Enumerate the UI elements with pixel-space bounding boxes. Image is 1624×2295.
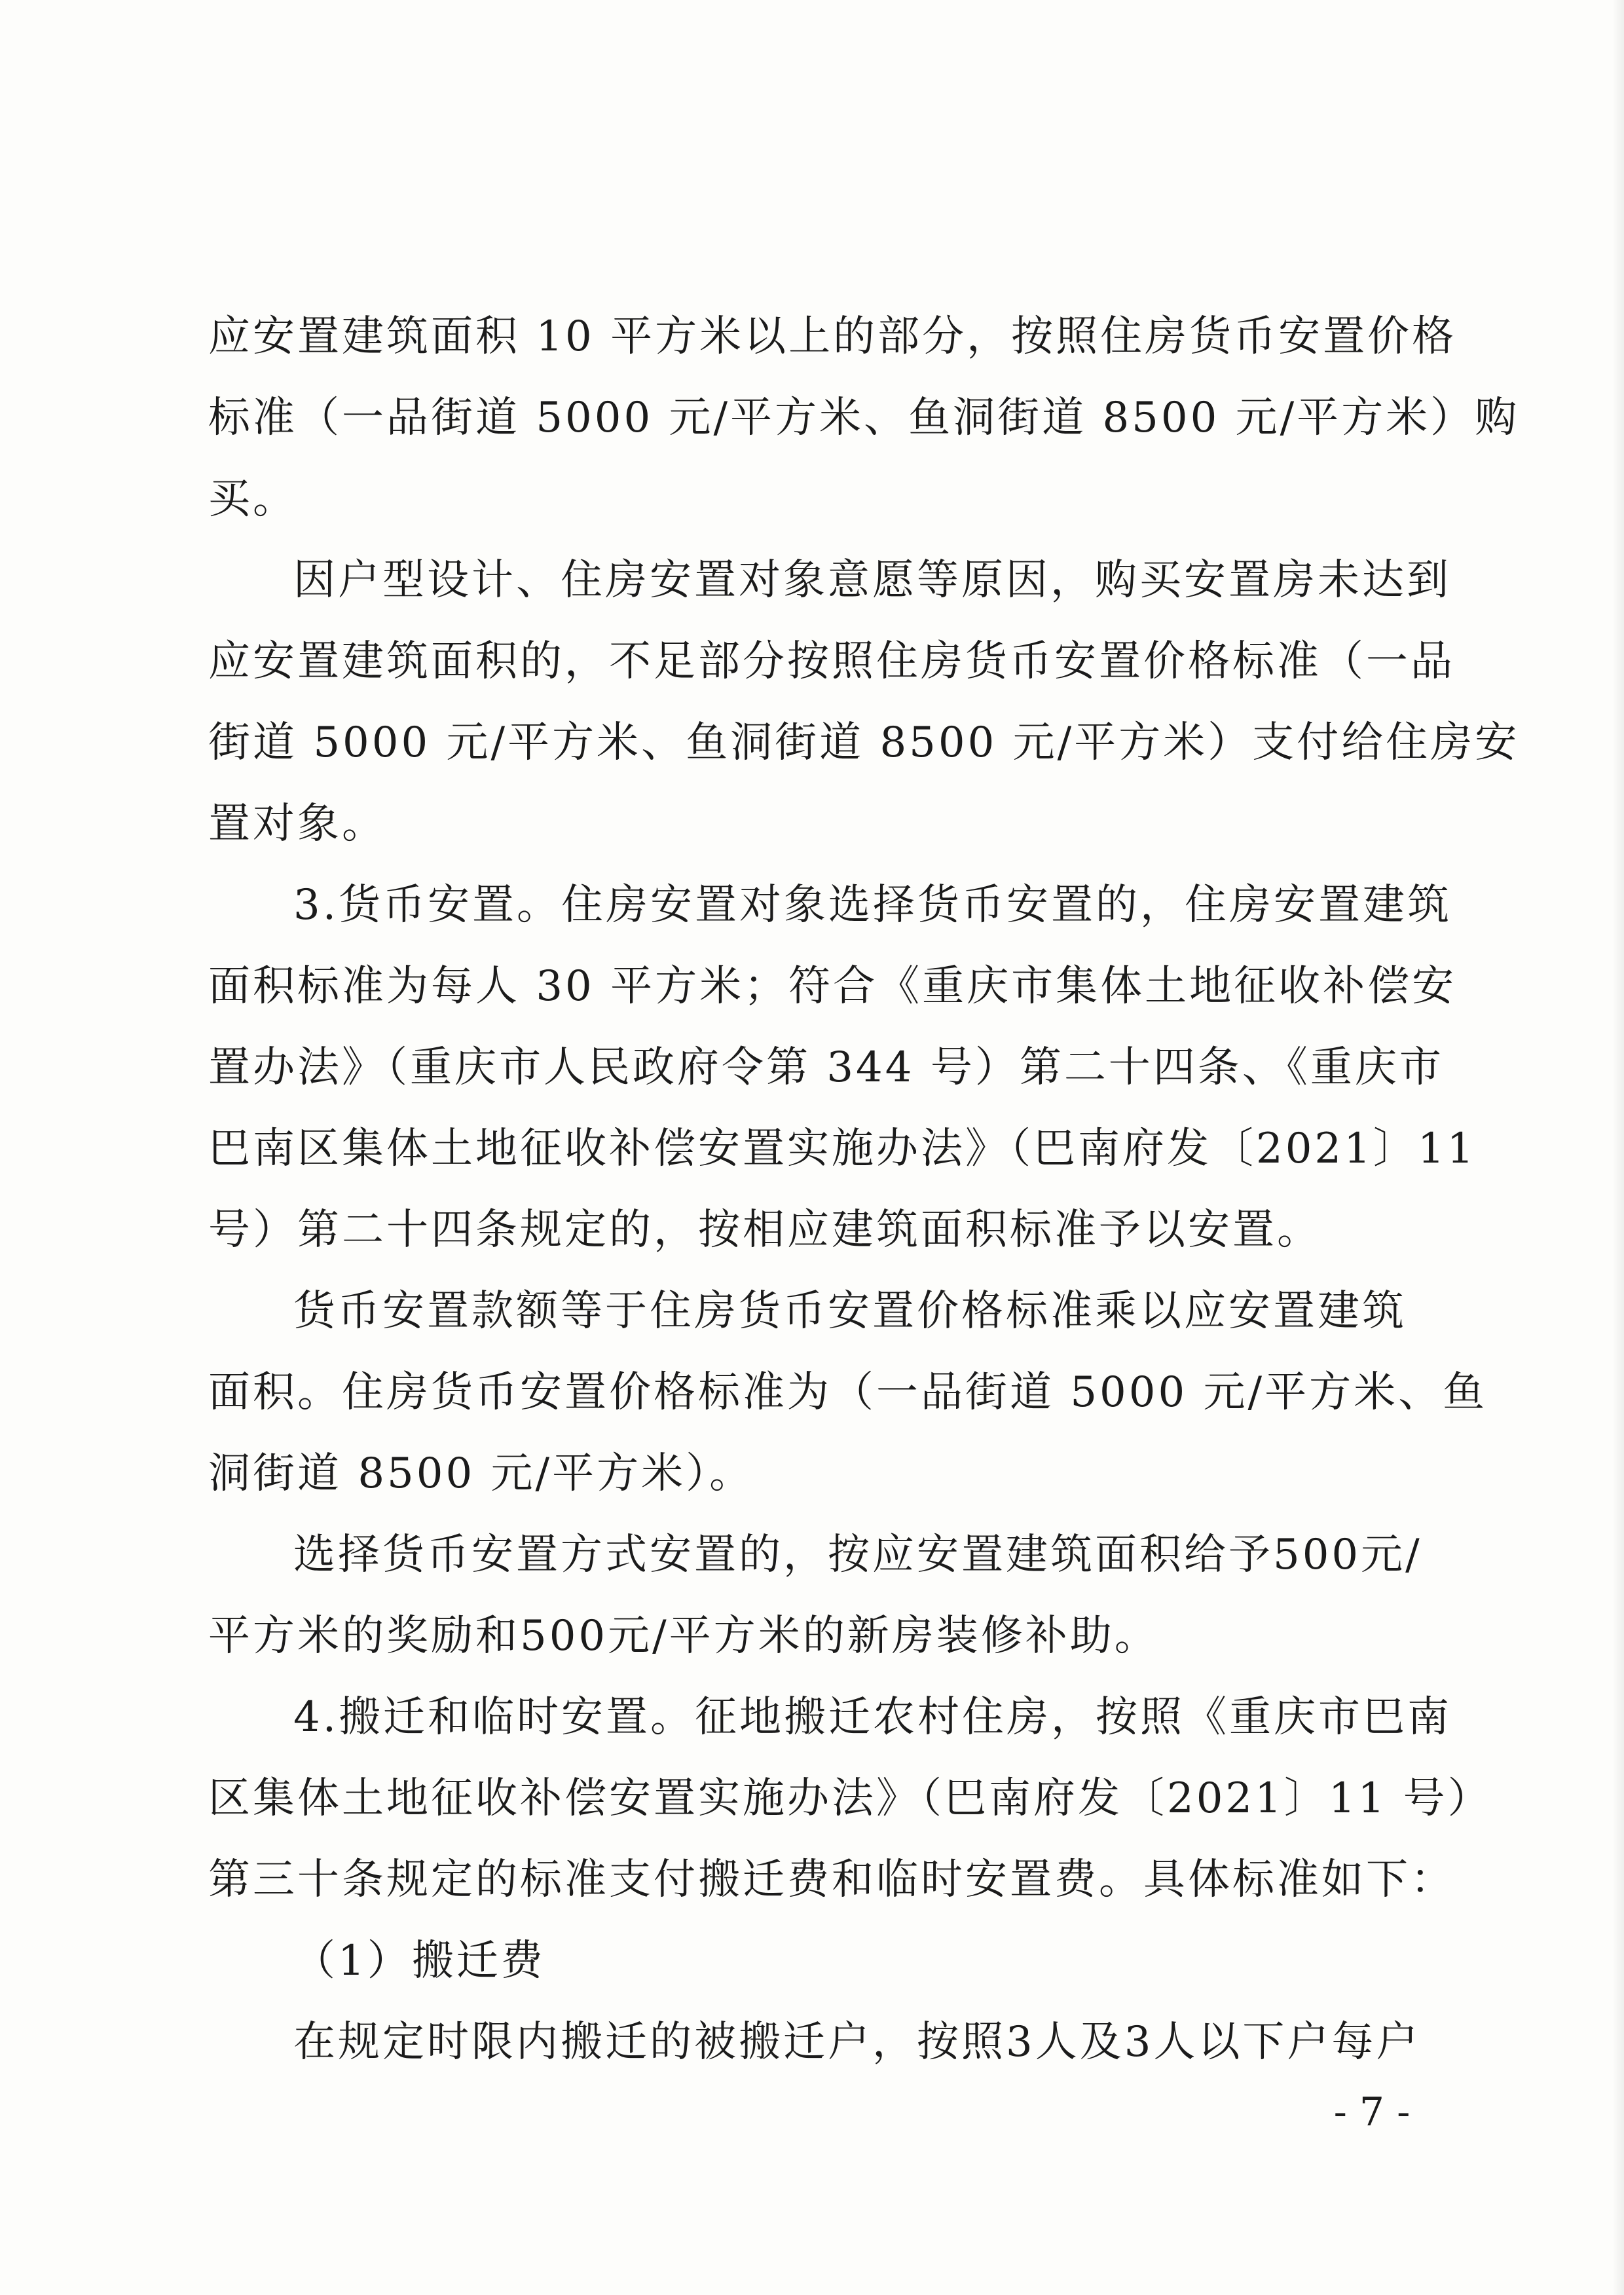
paragraph-start-line: 4.搬迁和临时安置。征地搬迁农村住房，按照《重庆市巴南 [293,1693,1452,1742]
paragraph-start-line: 选择货币安置方式安置的，按应安置建筑面积给予500元/ [293,1531,1422,1579]
text-line: 巴南区集体土地征收补偿安置实施办法》（巴南府发〔2021〕11 [208,1125,1477,1173]
text-line: 应安置建筑面积 10 平方米以上的部分，按照住房货币安置价格 [208,312,1457,361]
text-line: 号）第二十四条规定的，按相应建筑面积标准予以安置。 [208,1206,1321,1254]
text-line: 置对象。 [208,800,386,848]
paragraph-start-line: 3.货币安置。住房安置对象选择货币安置的，住房安置建筑 [293,881,1452,929]
text-line: 街道 5000 元/平方米、鱼洞街道 8500 元/平方米）支付给住房安 [208,718,1520,767]
text-line: 面积。住房货币安置价格标准为（一品街道 5000 元/平方米、鱼 [208,1368,1488,1417]
text-line: 置办法》（重庆市人民政府令第 344 号）第二十四条、《重庆市 [208,1043,1444,1092]
body-text [208,296,1520,2083]
paragraph-start-line: 货币安置款额等于住房货币安置价格标准乘以应安置建筑 [293,1287,1407,1335]
subheading-line: （1）搬迁费 [293,1937,545,1985]
text-line: 区集体土地征收补偿安置实施办法》（巴南府发〔2021〕11 号） [208,1774,1492,1823]
text-line: 买。 [208,475,297,523]
text-line: 平方米的奖励和500元/平方米的新房装修补助。 [208,1612,1159,1660]
text-line: 第三十条规定的标准支付搬迁费和临时安置费。具体标准如下： [208,1856,1455,1904]
text-line: 标准（一品街道 5000 元/平方米、鱼洞街道 8500 元/平方米）购 [208,394,1520,442]
text-line: 应安置建筑面积的，不足部分按照住房货币安置价格标准（一品 [208,637,1455,686]
page-number: - 7 - [1333,2089,1411,2135]
page-edge-shadow [1612,0,1624,2295]
text-line: 面积标准为每人 30 平方米；符合《重庆市集体土地征收补偿安 [208,962,1457,1011]
paragraph-start-line: 在规定时限内搬迁的被搬迁户，按照3人及3人以下户每户 [293,2018,1421,2066]
paragraph-start-line: 因户型设计、住房安置对象意愿等原因，购买安置房未达到 [293,556,1451,605]
text-line: 洞街道 8500 元/平方米）。 [208,1449,754,1498]
